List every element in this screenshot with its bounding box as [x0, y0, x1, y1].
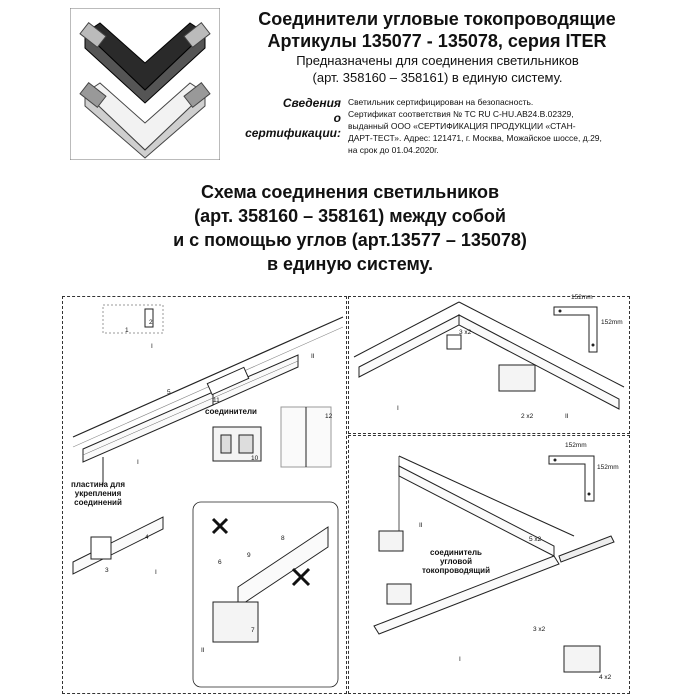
callout-8: 8 [281, 535, 285, 542]
label-3x2: 3 x2 [459, 329, 472, 336]
header-subtitle [230, 52, 645, 86]
callout-10: 10 [251, 455, 259, 462]
cert-label-line-1: Сведения [282, 96, 341, 110]
cert-text-line-3: выданный ООО «СЕРТИФИКАЦИЯ ПРОДУКЦИИ «СТАН- [348, 121, 576, 131]
roman-ii: II [565, 413, 569, 420]
dim-vertical: 152mm [597, 464, 619, 471]
callout-2: 2 [149, 319, 153, 326]
callout-12: 12 [325, 413, 333, 420]
right-top-diagram-panel [348, 296, 630, 434]
corner-connection-diagram [349, 297, 629, 433]
callout-7: 7 [251, 627, 255, 634]
label-2x2: 2 x2 [521, 413, 534, 420]
roman-i-bottom: I [155, 569, 157, 576]
label-5x2: 5 x2 [529, 536, 542, 543]
label-angle-line-2: угловой [439, 557, 473, 566]
label-plate-line-1: пластина для [71, 480, 125, 489]
dim-horizontal: 152mm [571, 294, 593, 301]
roman-ii-bottom: II [201, 647, 205, 654]
cert-label-line-2: о сертификации: [245, 111, 341, 140]
certification-text [348, 96, 648, 156]
callout-1: 1 [125, 327, 129, 334]
callout-4: 4 [145, 534, 149, 541]
title-line-1: Соединители угловые токопроводящие [258, 9, 616, 29]
scheme-title [100, 180, 600, 276]
product-photo [70, 8, 220, 160]
cert-text-line-5: на срок до 01.04.2020г. [348, 145, 439, 155]
callout-3: 3 [105, 567, 109, 574]
certification-label [236, 96, 341, 141]
subtitle-line-1: Предназначены для соединения светильников [296, 53, 579, 68]
roman-i: I [397, 405, 399, 412]
label-angle-connector [411, 548, 501, 575]
subtitle-line-2: (арт. 358160 – 358161) в единую систему. [312, 70, 563, 85]
right-bottom-diagram-panel [348, 435, 630, 694]
callout-9: 9 [247, 552, 251, 559]
roman-ii: II [419, 522, 423, 529]
left-diagram-panel [62, 296, 347, 694]
dim-horizontal: 152mm [565, 442, 587, 449]
roman-ii-top: II [311, 353, 315, 360]
label-3x2: 3 x2 [533, 626, 546, 633]
cert-text-line-4: ДАРТ-ТЕСТ». Адрес: 121471, г. Москва, Можайское шоссе, д.29, [348, 133, 602, 143]
scheme-line-2: (арт. 358160 – 358161) между собой [194, 206, 506, 226]
label-plate-line-2: укрепления [74, 489, 122, 498]
roman-i-mid: I [137, 459, 139, 466]
roman-i-top: I [151, 343, 153, 350]
scheme-line-4: в единую систему. [266, 254, 433, 274]
corner-connector-illustration [70, 8, 220, 160]
label-angle-line-3: токопроводящий [421, 566, 490, 575]
callout-11: 11 [213, 397, 220, 404]
callout-6: 6 [218, 559, 222, 566]
callout-5: 5 [167, 389, 171, 396]
roman-i: I [459, 656, 461, 663]
scheme-line-1: Схема соединения светильников [200, 182, 500, 202]
dim-vertical: 152mm [601, 319, 623, 326]
header-title [222, 8, 652, 52]
label-angle-line-1: соединитель [430, 548, 482, 557]
label-plate-line-3: соединений [74, 498, 122, 507]
label-connectors: соединители [205, 407, 257, 416]
scheme-line-3: и с помощью углов (арт.13577 – 135078) [173, 230, 527, 250]
title-line-2: Артикулы 135077 - 135078, серия ITER [267, 31, 607, 51]
cert-text-line-1: Светильник сертифицирован на безопасность. [348, 97, 534, 107]
label-plate [63, 480, 133, 507]
cert-text-line-2: Сертификат соответствия № ТС RU C-HU.AB24.B.02329, [348, 109, 574, 119]
label-4x2: 4 x2 [599, 674, 612, 681]
